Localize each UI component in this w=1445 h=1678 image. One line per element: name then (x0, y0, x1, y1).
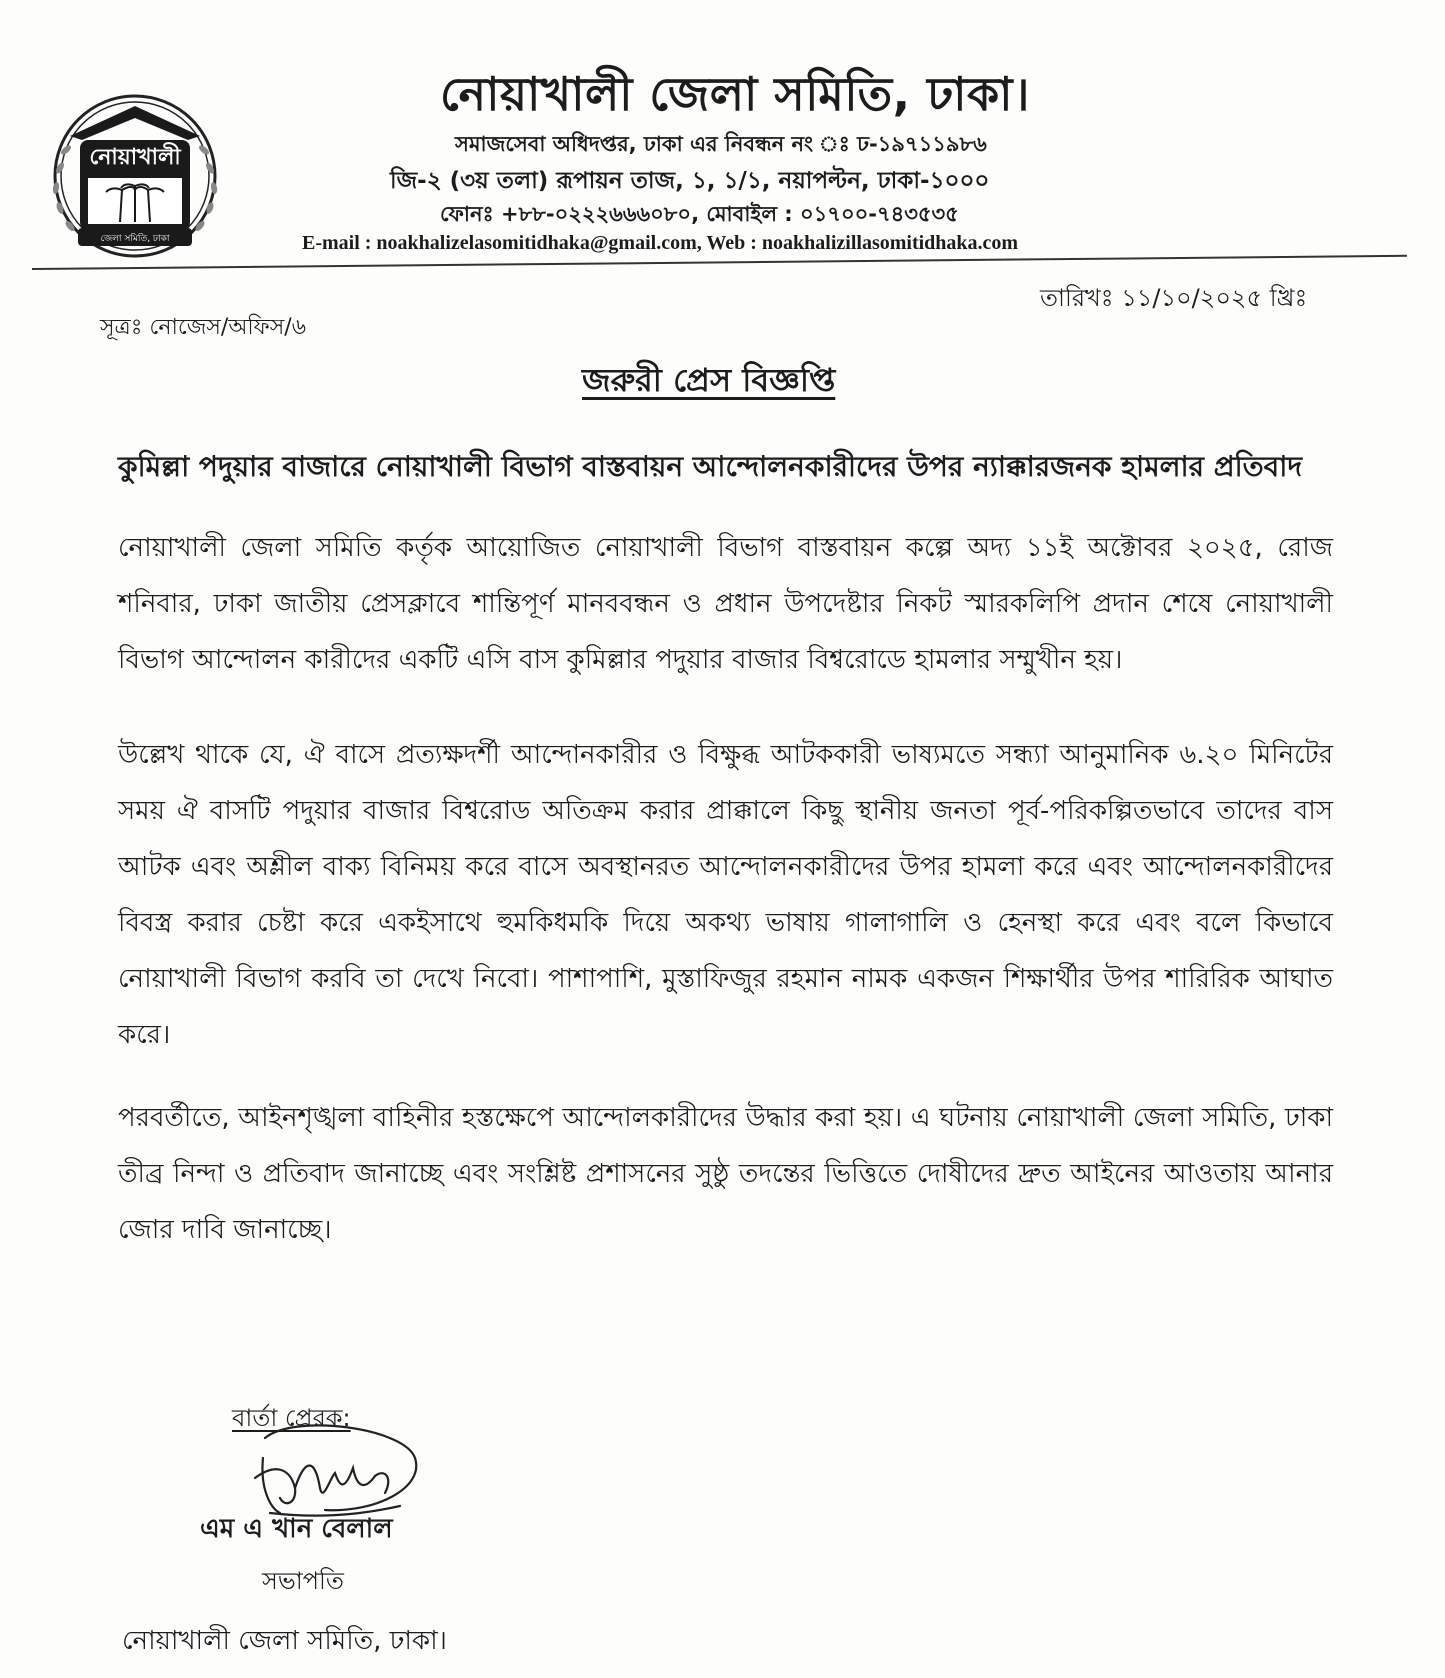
organization-logo (30, 78, 240, 268)
registration-number: সমাজসেবা অধিদপ্তর, ঢাকা এর নিবন্ধন নং ঃ ঢ-১৯৭১১৯৮৬ (455, 132, 987, 156)
press-release-subtitle: কুমিল্লা পদুয়ার বাজারে নোয়াখালী বিভাগ বাস্তবায়ন আন্দোলনকারীদের উপর ন্যাক্কারজনক হামলার প্রতিবাদ (118, 450, 1303, 483)
signer-name: এম এ খান বেলাল (200, 1514, 393, 1544)
svg-text:নোয়াখালী: নোয়াখালী (89, 145, 181, 170)
body-paragraph-1: নোয়াখালী জেলা সমিতি কর্তৃক আয়োজিত নোয়াখালী বিভাগ বাস্তবায়ন কল্পে অদ্য ১১ই অক্টোবর ২০২৫, রোজ শনিবার, ঢাকা জাতীয় প্রেসক্লাবে শান্তিপূর্ণ মানববন্ধন ও প্রধান উপদেষ্টার নিকট স্মারকলিপি প্রদান শেষে নোয়াখালী বিভাগ আন্দোলন কারীদের একটি এসি বাস কুমিল্লার পদুয়ার বাজার বিশ্বরোডে হামলার সম্মুখীন হয়। (118, 533, 1333, 675)
contact-phone: ফোনঃ +৮৮-০২২২৬৬৬০৮০, মোবাইল : ০১৭০০-৭৪৩৫৩৫ (440, 202, 959, 226)
signer-organization: নোয়াখালী জেলা সমিতি, ঢাকা। (122, 1626, 447, 1656)
sender-label: বার্তা প্রেরক: (232, 1404, 351, 1432)
contact-email-web: E-mail : noakhalizelasomitidhaka@gmail.com, Web : noakhalizillasomitidhaka.com (302, 232, 1019, 254)
body-paragraph-3: পরবর্তীতে, আইনশৃঙ্খলা বাহিনীর হস্তক্ষেপে আন্দোলকারীদের উদ্ধার করা হয়। এ ঘটনায় নোয়াখালী জেলা সমিতি, ঢাকা তীব্র নিন্দা ও প্রতিবাদ জানাচ্ছে এবং সংশ্লিষ্ট প্রশাসনের সুষ্ঠু তদন্তের ভিত্তিতে দোষীদের দ্রুত আইনের আওতায় আনার জোর দাবি জানাচ্ছে। (118, 1103, 1333, 1245)
press-release-heading: জরুরী প্রেস বিজ্ঞপ্তি (582, 361, 836, 399)
svg-text:জেলা সমিতি, ঢাকা: জেলা সমিতি, ঢাকা (100, 234, 170, 244)
logo-emblem-icon (30, 78, 240, 268)
signer-title: সভাপতি (262, 1567, 344, 1595)
reference-number: সূত্রঃ নোজেস/অফিস/৬ (100, 315, 306, 340)
organization-address: জি-২ (৩য় তলা) রূপায়ন তাজ, ১, ১/১, নয়াপল্টন, ঢাকা-১০০০ (390, 168, 990, 194)
document-date: তারিখঃ ১১/১০/২০২৫ খ্রিঃ (1040, 284, 1308, 312)
body-paragraph-2: উল্লেখ থাকে যে, ঐ বাসে প্রত্যক্ষদর্শী আন্দোনকারীর ও বিক্ষুব্ধ আটককারী ভাষ্যমতে সন্ধ্যা আনুমানিক ৬.২০ মিনিটের সময় ঐ বাসটি পদুয়ার বাজার বিশ্বরোড অতিক্রম করার প্রাক্কালে কিছু স্থানীয় জনতা পূর্ব-পরিকল্পিতভাবে তাদের বাস আটক এবং অশ্লীল বাক্য বিনিময় করে বাসে অবস্থানরত আন্দোলনকারীদের উপর হামলা করে এবং আন্দোলনকারীদের বিবস্ত্র করার চেষ্টা করে একইসাথে হুমকিধমকি দিয়ে অকথ্য ভাষায় গালাগালি ও হেনস্থা করে এবং বলে কিভাবে নোয়াখালী বিভাগ করবি তা দেখে নিবো। পাশাপাশি, মুস্তাফিজুর রহমান নামক একজন শিক্ষার্থীর উপর শারিরিক আঘাত করে। (118, 740, 1333, 1050)
organization-name: নোয়াখালী জেলা সমিতি, ঢাকা। (440, 67, 1030, 121)
